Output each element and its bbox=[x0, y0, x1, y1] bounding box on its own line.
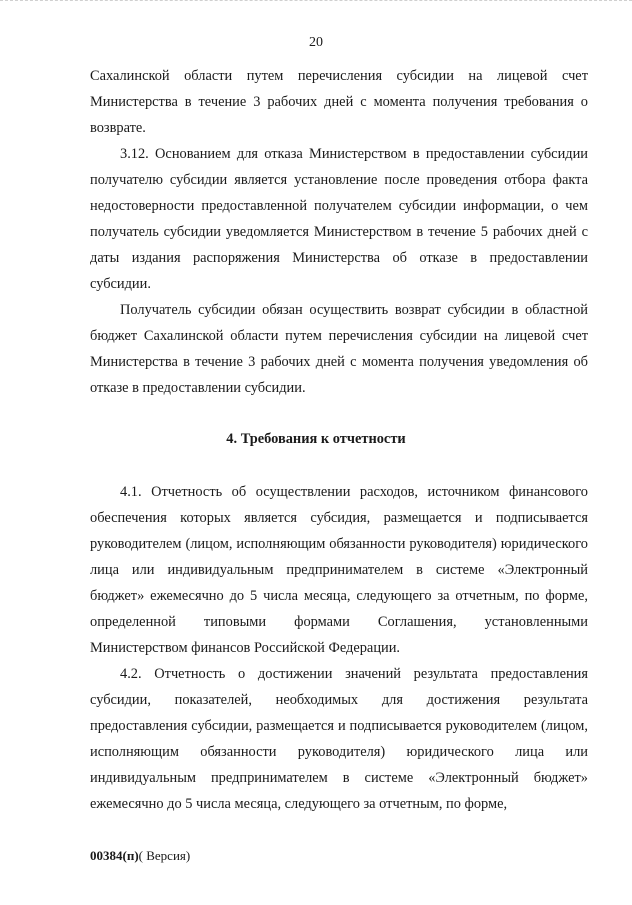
paragraph-3-12 bbox=[90, 141, 588, 297]
paragraph-text: 4.1. Отчетность об осуществлении расходов, источником финансового обеспечения которых является субсидия, размещается и подписывается руководителем (лицом, исполняющим обязанности руководителя) юридического лица или индивидуальным предпринимателем в системе «Электронный бюджет» ежемесячно до 5 числа месяца, следующего за отчетным, по форме, определенной типовыми формами Соглашения, установленными Министерством финансов Российской Федерации. bbox=[90, 484, 588, 656]
paragraph-4-1 bbox=[90, 479, 588, 661]
paragraph-refund-obligation bbox=[90, 297, 588, 401]
paragraph-text: 3.12. Основанием для отказа Министерством в предоставлении субсидии получателю субсидии является установление после проведения отбора факта недостоверности предоставленной получателем субсидии информации, о чем получатель субсидии уведомляется Министерством в течение 5 рабочих дней с даты издания распоряжения Министерства об отказе в предоставлении субсидии. bbox=[90, 146, 588, 292]
footer-document-code bbox=[90, 848, 190, 864]
paragraph-text: Сахалинской области путем перечисления субсидии на лицевой счет Министерства в течение 3 рабочих дней с момента получения требования о возврате. bbox=[90, 68, 588, 136]
footer-code-number: 00384(п) bbox=[90, 848, 139, 863]
footer-version: ( Версия) bbox=[138, 848, 191, 863]
paragraph-text: Получатель субсидии обязан осуществить возврат субсидии в областной бюджет Сахалинской области путем перечисления субсидии на лицевой счет Министерства в течение 3 рабочих дней с момента получения уведомления об отказе в предоставлении субсидии. bbox=[90, 302, 588, 396]
paragraph-text: 4.2. Отчетность о достижении значений результата предоставления субсидии, показателей, необходимых для достижения результата предоставления субсидии, размещается и подписывается руководителем (лицом, исполняющим обязанности руководителя) юридического лица или индивидуальным предпринимателем в системе «Электронный бюджет» ежемесячно до 5 числа месяца, следующего за отчетным, по форме, bbox=[90, 666, 588, 812]
paragraph-continuation bbox=[90, 63, 588, 141]
page-number: 20 bbox=[309, 35, 323, 50]
page-top-edge bbox=[0, 0, 632, 1]
paragraph-4-2 bbox=[90, 661, 588, 817]
section-heading: 4. Требования к отчетности bbox=[226, 431, 406, 447]
